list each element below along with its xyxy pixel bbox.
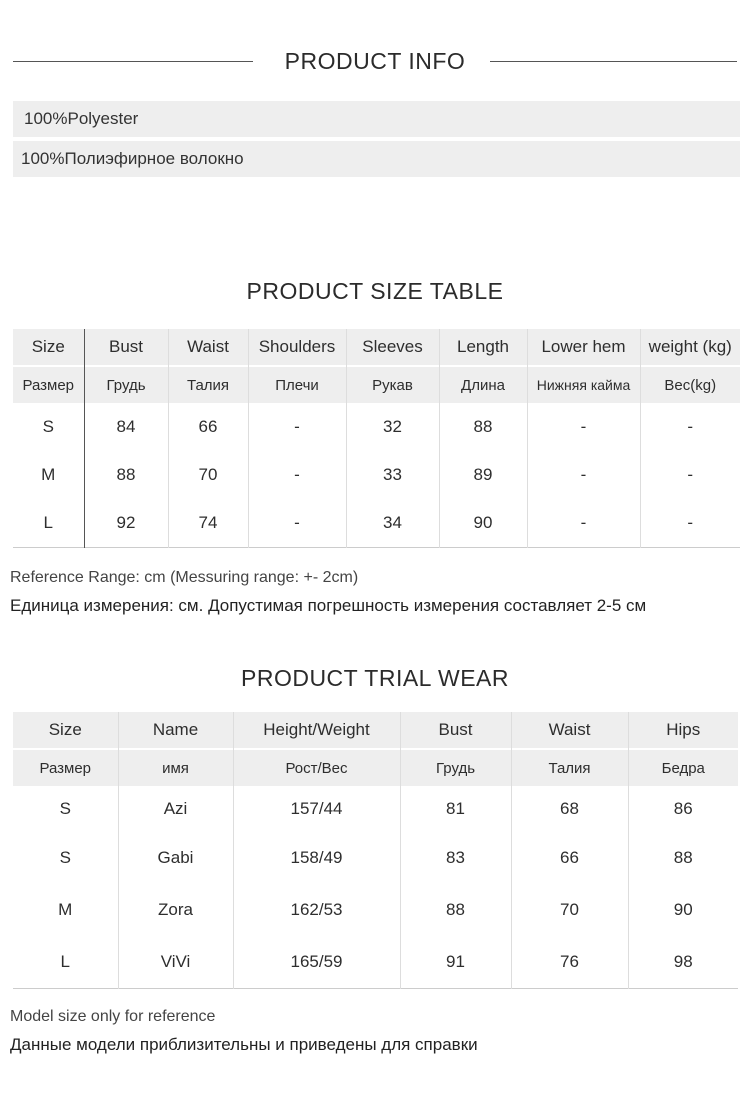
- cell: 83: [400, 832, 511, 884]
- cell: ViVi: [118, 936, 233, 988]
- cell: 158/49: [233, 832, 400, 884]
- cell: -: [527, 451, 640, 499]
- table-row: [13, 786, 738, 832]
- header-cell: Size: [13, 712, 118, 748]
- table-row: [13, 499, 740, 547]
- header-cell: Length: [439, 329, 527, 365]
- header-cell: Талия: [511, 750, 628, 786]
- cell: L: [60, 951, 70, 971]
- table-row: [13, 936, 738, 988]
- cell: 86: [628, 786, 738, 832]
- header-cell: Длина: [439, 367, 527, 403]
- cell: 70: [511, 884, 628, 936]
- cell: -: [527, 499, 640, 547]
- header-cell: Грудь: [84, 367, 168, 403]
- cell: 34: [346, 499, 439, 547]
- cell: 70: [168, 451, 248, 499]
- trial-note-en: Model size only for reference: [10, 1008, 216, 1025]
- table-row: [13, 884, 738, 936]
- info-row-material-ru: [13, 141, 740, 177]
- header-cell: Нижняя кайма: [527, 367, 640, 403]
- header-cell: Bust: [84, 329, 168, 365]
- cell: Azi: [118, 786, 233, 832]
- cell: 84: [84, 403, 168, 451]
- cell: -: [527, 403, 640, 451]
- cell: 157/44: [233, 786, 400, 832]
- cell: 74: [168, 499, 248, 547]
- cell: 162/53: [233, 884, 400, 936]
- cell: L: [43, 512, 53, 532]
- cell: 88: [439, 403, 527, 451]
- header-cell: Талия: [168, 367, 248, 403]
- size-header-en: [13, 329, 740, 365]
- header-cell: Вес(kg): [640, 367, 740, 403]
- trial-table-title: PRODUCT TRIAL WEAR: [241, 665, 509, 691]
- size-header-ru: [13, 367, 740, 403]
- header-cell: Hips: [628, 712, 738, 748]
- header-cell: Грудь: [400, 750, 511, 786]
- header-cell: Lower hem: [527, 329, 640, 365]
- header-cell: Waist: [511, 712, 628, 748]
- trial-table: [13, 712, 738, 989]
- header-cell: weight (kg): [640, 329, 740, 365]
- header-cell: Height/Weight: [233, 712, 400, 748]
- cell: -: [248, 403, 346, 451]
- header-cell: Размер: [13, 367, 84, 403]
- table-row: [13, 451, 740, 499]
- cell: 66: [511, 832, 628, 884]
- cell: 89: [439, 451, 527, 499]
- cell: 33: [346, 451, 439, 499]
- cell: -: [248, 451, 346, 499]
- header-cell: имя: [118, 750, 233, 786]
- size-table: [13, 329, 740, 548]
- cell: -: [248, 499, 346, 547]
- header-cell: Размер: [13, 750, 118, 786]
- cell: 81: [400, 786, 511, 832]
- cell: 165/59: [233, 936, 400, 988]
- cell: -: [640, 499, 740, 547]
- cell: 88: [628, 832, 738, 884]
- info-text: 100%Полиэфирное волокно: [21, 149, 244, 168]
- trial-header-en: [13, 712, 738, 748]
- cell: 91: [400, 936, 511, 988]
- cell: S: [42, 417, 54, 436]
- cell: Zora: [118, 884, 233, 936]
- size-note-ru: Единица измерения: см. Допустимая погрешность измерения составляет 2-5 см: [10, 596, 647, 615]
- trial-note-ru: Данные модели приблизительны и приведены для справки: [10, 1035, 478, 1054]
- size-note-en: Reference Range: cm (Messuring range: +- 2cm): [10, 569, 359, 586]
- cell: -: [640, 403, 740, 451]
- header-cell: Shoulders: [248, 329, 346, 365]
- info-row-material-en: [13, 101, 740, 137]
- header-cell: Bust: [400, 712, 511, 748]
- cell: 98: [628, 936, 738, 988]
- size-table-title: PRODUCT SIZE TABLE: [246, 278, 504, 304]
- cell: M: [41, 465, 56, 484]
- table-row: [13, 832, 738, 884]
- table-row: [13, 403, 740, 451]
- header-cell: Name: [118, 712, 233, 748]
- cell: 92: [84, 499, 168, 547]
- cell: 66: [168, 403, 248, 451]
- header-cell: Рост/Вес: [233, 750, 400, 786]
- product-info-title: PRODUCT INFO: [284, 48, 466, 74]
- cell: S: [59, 799, 71, 818]
- cell: -: [640, 451, 740, 499]
- cell: 90: [439, 499, 527, 547]
- cell: S: [59, 848, 71, 867]
- info-text: 100%Polyester: [24, 109, 139, 128]
- cell: 32: [346, 403, 439, 451]
- cell: 88: [400, 884, 511, 936]
- header-cell: Size: [13, 329, 84, 365]
- cell: Gabi: [118, 832, 233, 884]
- cell: 88: [84, 451, 168, 499]
- header-cell: Sleeves: [346, 329, 439, 365]
- cell: M: [58, 900, 73, 919]
- header-cell: Рукав: [346, 367, 439, 403]
- header-cell: Бедра: [628, 750, 738, 786]
- cell: 68: [511, 786, 628, 832]
- trial-header-ru: [13, 750, 738, 786]
- cell: 76: [511, 936, 628, 988]
- header-cell: Waist: [168, 329, 248, 365]
- header-cell: Плечи: [248, 367, 346, 403]
- cell: 90: [628, 884, 738, 936]
